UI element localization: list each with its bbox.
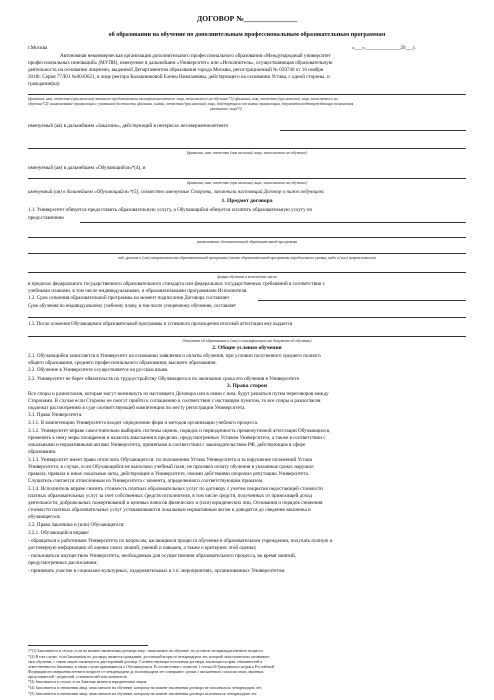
footnote-1: 1*(1) Заполняется в случае, если на момент заключения договора лицо, зачисляемое на обучение, не достигло четырнадцатилетнего возраста. [28,649,264,653]
p-3-2-1b: достоверную информацию об оценке своих знаний, умений и навыков, а также о критериях этой оценки; [28,545,257,551]
p-1-2: 1.2. Срок освоения образовательной программы на момент подписания Договора составляет [28,295,230,301]
p-3-1-4b: платных образовательных услуг за счет собственных средств исполнителя, в том числе средств, полученных от приносящей доход [28,493,312,499]
p-3-1: 3.1. Права Университета: [28,412,83,418]
student-name-field-2[interactable] [28,178,466,179]
p-1-1b: предоставлению [28,215,64,221]
intro-line-3: деятельность на основании лицензии, выданной Департаментом образования города Москвы, регистрационный № 039740 от 16 ноября [28,67,324,73]
footnote-5: *(5) Заполняется в отношении лица, зачисляемого на обучение, которому на момент заключения договора исполнилось четырнадцать лет. [28,692,258,696]
intro-line-1: Автономная некоммерческая организация дополнительного профессионального образования «Международный университет [60,53,331,59]
p-3-2-1d: предусмотренных расписанием; [28,560,98,566]
p-3a: Все споры и разногласия, которые могут возникнуть из настоящего Договора или в связи с ним, будут решаться путем переговоров между [28,391,329,397]
program-field-3[interactable] [28,253,466,254]
footnote-fio-2: обучение*2)/ наименование организации с указанием должности, фамилии, имени, отчества (при наличии) лица, действующего от имени организации, документов подтверждающих полномочия [28,102,354,106]
note-form-2: форма обучения и количество часов [217,275,277,279]
together-line: именуемый (ая) в дальнейшем «Обучающийся»*(5), совместно именуемые Стороны, заключили настоящий Договор о нижеследующем: [28,189,325,195]
individual-term-field[interactable] [28,317,466,318]
customer-line: именуемый (ая) в дальнейшем «Заказчик», действующий в интересах несовершеннолетнего [28,123,229,129]
program-field-1[interactable] [80,222,466,223]
p-3-2-1e: - принимать участие в социально-культурных, оздоровительных и т.п. мероприятиях, организованных Университетом. [28,568,286,574]
p-2-3: 2.3. Университет не берет обязательств по трудоустройству Обучающегося по окончании срока его обучения в Университете. [28,376,301,382]
footnote-2d: Федерации несовершеннолетние в возрасте от четырнадцати до восемнадцати лет совершают сделки с письменного согласия своих законных [28,670,264,674]
footnote-fio-1: (фамилия, имя, отчество (при наличии) законного представителя несовершеннолетнего лица, зачисляемого на обучение*1)/ фамилия, имя, отчество (при наличии) лица, зачисляемого на [28,97,338,101]
p-3-1-3c: правила, правила и иные локальные акты, действующие в Университете, своими действиями опорочил репутацию Университета. [28,471,310,477]
section-1-title: 1. Предмет договора [221,198,273,204]
footnote-4: *(4) Заполняется в отношении лица, зачисляемого на обучение, которому на момент заключения договора не исполнилось четырнадцать лет. [28,686,262,690]
p-2-1b: общего образования, среднего профессионального образования, высшего образования. [28,360,217,366]
title-text: ДОГОВОР № [197,14,244,23]
fio-note-2: (фамилия, имя, отчество (при наличии) лица, зачисляемого на обучение) [186,181,308,185]
p-3-1-2b: применять к нему меры поощрения и налагать взыскания в пределах, предусмотренных Уставом Университета, а также в соответствии с [28,435,326,441]
p-1-2b: Срок обучения по индивидуальному учебному плану, в том числе ускоренному обучению, составляет [28,304,236,309]
student-name-field-1[interactable] [28,148,466,149]
p-1-1: 1.1. Университет обязуется предоставить образовательную услугу, а Обучающийся обязуется оплатить образовательную услугу по [28,207,313,213]
student-line: именуемый (ая) в дальнейшем «Обучающийся»*(4), и [28,165,146,171]
note-doc: (документ об образовании и (или) о квалификации или документ об обучении) [182,339,312,343]
title-number-blank: ______________ [243,14,297,23]
p-2-2: 2.2. Обучение в Университете осуществляется на русском языке. [28,367,169,373]
p-3-1-3d: Слушатель считается отчисленным из Университета с момента, определенного соответствующим приказом. [28,478,264,484]
contract-date: «___»______________20___г. [352,45,416,51]
intro-line-2: профессиональных инноваций» (МУПИ), именуемое в дальнейшем «Университет» или «Исполнитель», осуществляющая образовательную [28,60,333,66]
intro-line-4: 2018г. Серия 77Л01 №0010621, в лице ректора Калашниковой Елены Николаевны, действующего на основании Устава, с одной стороны, и [28,74,330,80]
p-1-1d: учебными планами, в том числе индивидуальными, и образовательными программами Исполнителя. [28,288,248,294]
note-program: наименование дополнительной образовательной программы [196,240,298,244]
city: г.Москва [28,45,48,51]
customer-signature-field[interactable] [280,130,466,131]
p-3b: Сторонами. В случае если Стороны не смогут прийти к соглашению в соответствии с настоящим пунктом, то все споры и разногласия [28,398,321,404]
p-2-1: 2.1. Обучающийся зачисляется в Университет на основании заявления и оплаты обучения, при условии полученного среднего полного [28,353,321,359]
section-2-title: 2. Общие условия обучения [212,345,282,351]
footnote-2b: свое обучение, с таким лицом заключается двусторонний договор. Соответствующие положения договора, касающиеся прав, обязанностей и [28,660,263,664]
footnote-2e: представителей - родителей, усыновителей или попечителя. [28,675,128,679]
p-3-2-1a: - обращаться к работникам Университета по вопросам, касающимся процесса обучения в образовательном учреждении, получать полную и [28,538,333,544]
p-3-1-3: 3.1.3. Университет имеет право отчислить Обучающегося: по положениям Устава Университета и за нарушение положений Устава [28,457,312,463]
p-3-2-1c: - пользоваться имуществом Университета, необходимым для осуществления образовательного процесса, во время занятий, [28,553,296,559]
p-1-3: 1.3. После освоения Обучающимся образовательной программы и успешного прохождения итоговой аттестации ему выдается [28,322,293,327]
p-3-1-2d: образования. [28,449,57,455]
footnote-3: *(3) Заполняется в случае, если Заказчик является юридическим лицом. [28,680,148,684]
program-field-4[interactable] [28,272,466,273]
document-subtitle: об образовании на обучение по дополнительным профессиональным образовательным программам [108,32,386,38]
p-3-1-3b: Университета; в случае, если Обучающийся не выполнил учебный план; не произвел оплату обучения в указанные сроки; нарушил [28,464,314,470]
intro-line-5: гражданин(ка) [28,81,60,87]
p-3-1-4: 3.1.4. Исполнитель вправе снизить стоимость платных образовательных услуг по договору с учетом покрытия недостающей стоимости [28,486,323,492]
p-3-1-1: 3.1.1. В компетенцию Университета входит определение форм и методов организации учебного процесса. [28,420,259,426]
p-3-1-2c: локальными и нормативными актами Университета, принятыми в соответствии с законодательством РФ, действующим в сфере [28,442,306,448]
footnote-2: *(2) В том случае, если Заказчиком по договору является гражданин, достигший возраста четырнадцати лет, который самостоятельно оплачивает [28,655,270,659]
program-field-2[interactable] [28,237,466,238]
p-3-1-4d: стоимости платных образовательных услуг устанавливаются локальным нормативным актом и доводятся до сведения заказчика и [28,507,311,513]
document-title [0,14,494,23]
fio-note-1: (фамилия, имя, отчество (при наличии) лица, зачисляемого на обучение) [186,151,308,155]
p-3-1-4c: деятельности, добровольных пожертвований и целевых взносов физических и (или) юридических лиц. Основания и порядок снижения [28,500,323,506]
p-1-1c: в пределах федерального государственного образовательного стандарта или федеральных государственных требований в соответствии с [28,281,325,287]
document-field[interactable] [28,336,466,337]
p-3-2-1: 3.2.1. Обучающийся вправе: [28,530,90,536]
footnote-2c: ответственности Заказчика, в таком случае применяются к Обучающемуся. В соответствии с пунктом 1 статьи 26 Гражданского кодекса Российской [28,665,275,669]
p-3c: подлежат рассмотрению в суде соответствующей компетенции по месту регистрации Университета. [28,405,246,411]
footnote-fio-3: указанного лица*3) [210,107,242,111]
customer-name-field[interactable] [28,94,466,95]
p-3-2: 3.2. Права Заказчика и (или) Обучающегося: [28,522,125,528]
section-3-title: 3. Права сторон [226,383,268,389]
p-3-1-2: 3.1.2. Университет вправе самостоятельно выбирать системы оценок, порядок и периодичность промежуточной аттестации Обучающихся, [28,428,331,434]
note-form: вид, уровень и (или) направленность образовательной программы (часть образовательной программы определенного уровня, вида и (или) направленности [118,256,376,260]
term-field[interactable] [258,300,466,301]
footnote-separator [28,645,148,646]
p-3-1-4e: обучающегося. [28,514,61,520]
